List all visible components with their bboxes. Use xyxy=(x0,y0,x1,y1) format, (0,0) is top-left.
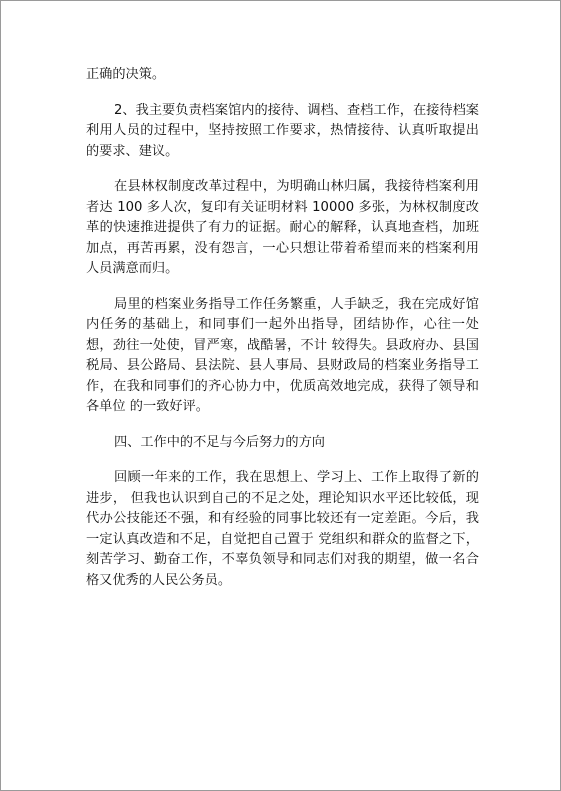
paragraph-review-and-plan: 回顾一年来的工作，我在思想上、学习上、工作上取得了新的进步， 但我也认识到自己的不足之处，理论知识水平还比较低，现代办公技能还不强，和有经验的同事比较还有一定差距。今后，我一定认真改造和不足，自觉把自己置于 党组织和群众的监督之下，刻苦学习、勤奋工作，不辜负领导和同志们对我的期望，做一名合格又优秀的人民公务员。 xyxy=(86,470,479,588)
paragraph-guidance-work: 局里的档案业务指导工作任务繁重，人手缺乏，我在完成好馆内任务的基础上，和同事们一起外出指导，团结协作，心往一处想，劲往一处使，冒严寒，战酷暑，不计 较得失。县政府办、县国税局、县公路局、县法院、县人事局、县财政局的档案业务指导工作，在我和同事们的齐心协力中，优质高效地完成，获得了领导和各单位 的一致好评。 xyxy=(86,296,479,414)
paragraph-forest-reform: 在县林权制度改革过程中，为明确山林归属，我接待档案利用者达 100 多人次，复印有关证明材料 10000 多张，为林权制度改革的快速推进提供了有力的证据。耐心的解释，认真地查档，加班加点，再苦再累，没有怨言，一心只想让带着希望而来的档案利用人员满意而归。 xyxy=(86,179,479,276)
document-body xyxy=(86,65,479,606)
paragraph-continuation: 正确的决策。 xyxy=(86,67,166,82)
paragraph-reception-duties: 2、我主要负责档案馆内的接待、调档、查档工作，在接待档案利用人员的过程中，坚持按照工作要求，热情接待、认真听取提出的要求、建议。 xyxy=(86,102,479,159)
section-heading-shortcomings: 四、工作中的不足与今后努力的方向 xyxy=(114,434,325,450)
